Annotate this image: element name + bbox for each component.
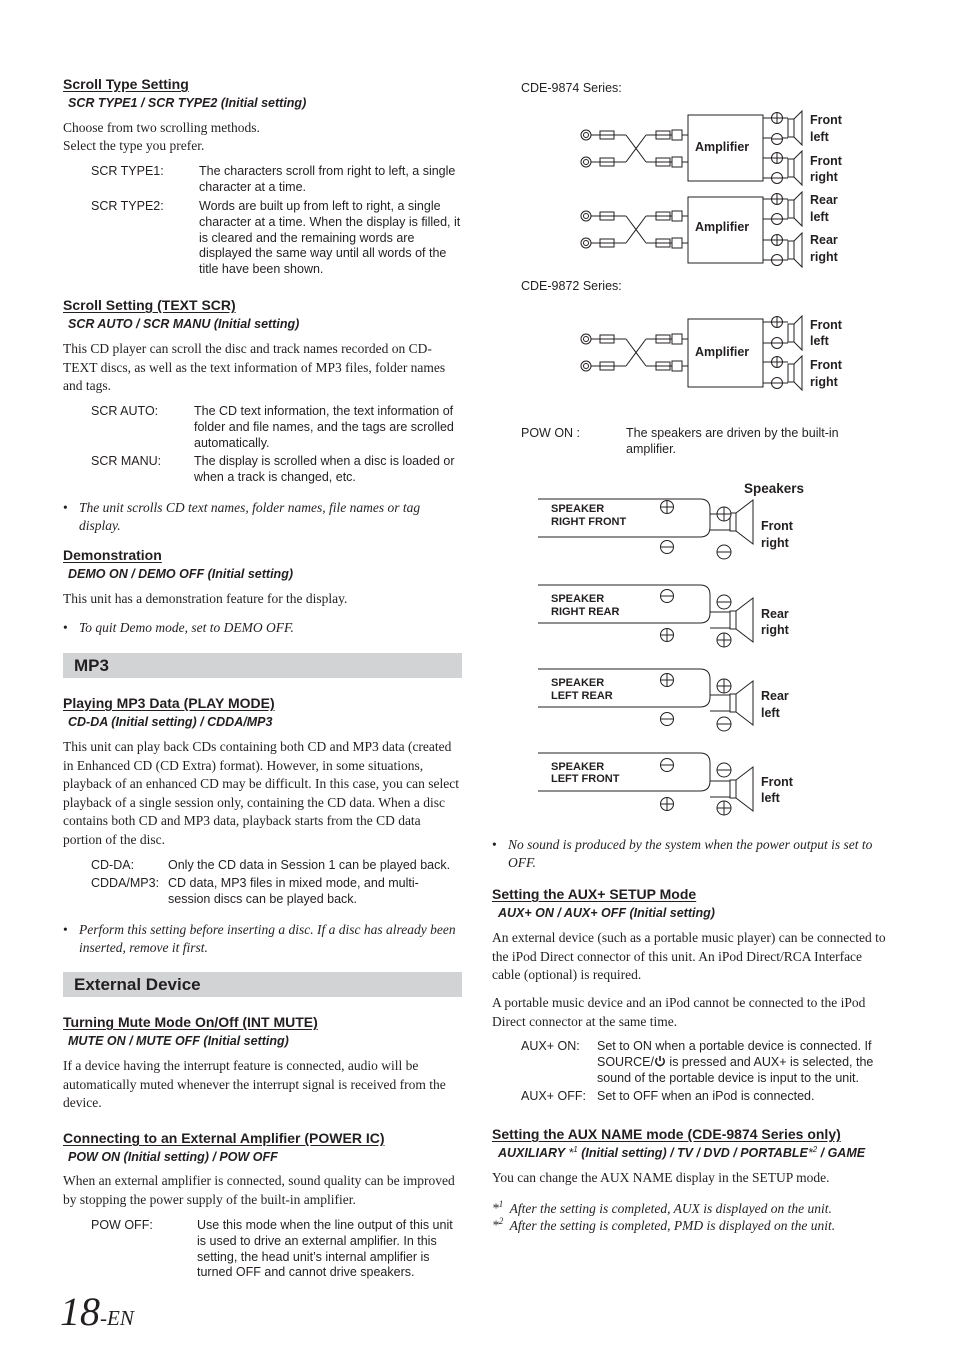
aux-off-label: AUX+ OFF:	[521, 1089, 586, 1103]
scroll-type-body1: Choose from two scrolling methods.	[63, 120, 260, 135]
cde-9872-label: CDE-9872 Series:	[521, 279, 622, 293]
aux-name-sub-sup1: 1	[573, 1145, 578, 1154]
aux-on-text-b: is pressed and AUX+ is selected, the sound of the portable device is input to the unit.	[597, 1054, 874, 1085]
polarity-markers	[772, 113, 783, 266]
rear-left-label-a: Rear	[810, 193, 838, 207]
rca-connectors-group-3	[581, 334, 688, 371]
power-icon	[654, 1055, 666, 1067]
cdda-mp3-label: CDDA/MP3:	[91, 876, 160, 890]
cde-9872-amplifier-diagram	[575, 313, 855, 393]
speaker-rr-line1: SPEAKER	[551, 593, 605, 605]
amplifier-label-2: Amplifier	[695, 220, 750, 234]
front-left-label-a2: Front	[810, 318, 842, 332]
scroll-type-body2: Select the type you prefer.	[63, 138, 205, 153]
rear-left-label-b: left	[810, 210, 829, 224]
footnote-2	[492, 1213, 835, 1234]
footnote-2-mark: *	[492, 1217, 499, 1233]
rca-connectors-group-2	[581, 211, 688, 248]
pow-off-text: Use this mode when the line output of this unit is used to drive an external amplifier. In this setting, the head unit’s internal amplifier is turned OFF and cannot drive speakers.	[197, 1218, 453, 1280]
demo-note-text: To quit Demo mode, set to DEMO OFF.	[79, 620, 294, 635]
front-right-word-a: Front	[761, 519, 793, 533]
scroll-setting-heading: Scroll Setting (TEXT SCR)	[63, 297, 236, 313]
footnote-1-text: After the setting is completed, AUX is displayed on the unit.	[509, 1200, 832, 1216]
external-device-band: External Device	[63, 972, 462, 997]
rca-connectors-group-1	[581, 130, 688, 167]
speaker-lr-line1: SPEAKER	[551, 677, 605, 689]
scr-type1-text: The characters scroll from right to left, a single character at a time.	[199, 164, 456, 194]
front-left-word-a: Front	[761, 775, 793, 789]
aux-setup-body2: A portable music device and an iPod cannot be connected to the iPod Direct connector at the same time.	[492, 995, 866, 1029]
scroll-note: • The unit scrolls CD text names, folder names, file names or tag display.	[63, 500, 421, 533]
scroll-type-sub: SCR TYPE1 / SCR TYPE2 (Initial setting)	[68, 96, 307, 110]
page-number-suffix: -EN	[100, 1306, 134, 1330]
aux-name-sub-mark2: *	[807, 1146, 813, 1161]
cde-9874-amplifier-diagram	[575, 108, 855, 270]
speaker-icon	[788, 111, 802, 267]
speaker-lr-line2: LEFT REAR	[551, 690, 613, 702]
int-mute-heading: Turning Mute Mode On/Off (INT MUTE)	[63, 1014, 318, 1030]
cdda-mp3-text: CD data, MP3 files in mixed mode, and multi-session discs can be played back.	[168, 876, 419, 906]
aux-name-heading: Setting the AUX NAME mode (CDE-9874 Series only)	[492, 1126, 841, 1142]
scr-auto-text: The CD text information, the text information of folder and file names, and the tags are scrolled automatically.	[194, 404, 454, 450]
aux-name-body: You can change the AUX NAME display in the SETUP mode.	[492, 1170, 830, 1185]
scr-manu-text: The display is scrolled when a disc is loaded or when a track is changed, etc.	[194, 454, 455, 484]
power-ic-body: When an external amplifier is connected, sound quality can be improved by stopping the power supply of the built-in amplifier.	[63, 1173, 455, 1207]
pow-on-text: The speakers are driven by the built-in amplifier.	[626, 426, 839, 456]
front-left-label-a: Front	[810, 113, 842, 127]
page-number	[60, 1288, 134, 1335]
power-ic-heading: Connecting to an External Amplifier (POWER IC)	[63, 1130, 385, 1146]
speaker-rf-line2: RIGHT FRONT	[551, 516, 627, 528]
aux-setup-sub: AUX+ ON / AUX+ OFF (Initial setting)	[498, 906, 715, 920]
rear-left-word-a: Rear	[761, 689, 789, 703]
cd-da-label: CD-DA:	[91, 858, 135, 872]
aux-setup-body1: An external device (such as a portable music player) can be connected to the iPod Direct connector of this unit. An iPod Direct/RCA Interface cable (optional) is required.	[492, 930, 886, 982]
rear-right-word-b: right	[761, 623, 789, 637]
scroll-setting-body: This CD player can scroll the disc and track names recorded on CD-TEXT discs, as well as the text information of MP3 files, folder names and tags.	[63, 341, 446, 393]
front-right-label-a2: Front	[810, 358, 842, 372]
scroll-type-heading: Scroll Type Setting	[63, 76, 189, 92]
speakers-heading: Speakers	[744, 481, 805, 496]
demonstration-heading: Demonstration	[63, 547, 162, 563]
play-mode-heading: Playing MP3 Data (PLAY MODE)	[63, 695, 275, 711]
footnote-2-sup: 2	[498, 1216, 504, 1226]
play-mode-note-text: Perform this setting before inserting a disc. If a disc has already been inserted, remove it first.	[79, 922, 456, 955]
pow-on-label: POW ON :	[521, 426, 581, 440]
front-right-word-b: right	[761, 536, 789, 550]
speaker-wiring-diagram	[535, 478, 835, 823]
speaker-icon	[788, 316, 802, 390]
page-number-digits: 18	[60, 1289, 100, 1334]
scr-type2-label: SCR TYPE2:	[91, 199, 164, 213]
speaker-lf-line2: LEFT FRONT	[551, 773, 620, 785]
scr-type1-label: SCR TYPE1:	[91, 164, 164, 178]
scr-manu-label: SCR MANU:	[91, 454, 162, 468]
pow-off-label: POW OFF:	[91, 1218, 153, 1232]
footnote-2-text: After the setting is completed, PMD is displayed on the unit.	[509, 1217, 836, 1233]
front-left-word-b: left	[761, 791, 780, 805]
speaker-lf-line1: SPEAKER	[551, 761, 605, 773]
play-mode-sub: CD-DA (Initial setting) / CDDA/MP3	[68, 715, 273, 729]
aux-on-label: AUX+ ON:	[521, 1039, 580, 1053]
aux-on-text	[597, 1039, 891, 1086]
demonstration-body: This unit has a demonstration feature for the display.	[63, 591, 348, 606]
amplifier-label-3: Amplifier	[695, 345, 750, 359]
power-ic-sub: POW ON (Initial setting) / POW OFF	[68, 1150, 278, 1164]
aux-name-sub-sup2: 2	[812, 1145, 818, 1154]
aux-on-text-a: Set to ON when a portable device is connected. If	[597, 1039, 872, 1053]
aux-name-sub-c: / GAME	[817, 1146, 866, 1161]
demonstration-sub: DEMO ON / DEMO OFF (Initial setting)	[68, 567, 293, 581]
rear-left-word-b: left	[761, 706, 780, 720]
demo-note: • To quit Demo mode, set to DEMO OFF.	[63, 620, 294, 635]
front-right-label-b: right	[810, 170, 838, 184]
mp3-section-band: MP3	[63, 653, 462, 678]
aux-name-sub-mark1: *	[568, 1146, 574, 1161]
aux-name-sub-a: AUXILIARY	[498, 1146, 569, 1161]
scroll-setting-sub: SCR AUTO / SCR MANU (Initial setting)	[68, 317, 300, 331]
footnote-1-mark: *	[492, 1200, 499, 1216]
int-mute-body: If a device having the interrupt feature is connected, audio will be automatically muted whenever the interrupt signal is received from the device.	[63, 1058, 446, 1110]
front-right-label-b2: right	[810, 375, 838, 389]
rear-right-word-a: Rear	[761, 607, 789, 621]
rear-right-label-a: Rear	[810, 233, 838, 247]
rear-right-label-b: right	[810, 250, 838, 264]
no-sound-note-text: No sound is produced by the system when the power output is set to OFF.	[508, 837, 873, 870]
aux-setup-heading: Setting the AUX+ SETUP Mode	[492, 886, 697, 902]
aux-on-source: SOURCE/	[597, 1054, 654, 1069]
speaker-rr-line2: RIGHT REAR	[551, 606, 620, 618]
scroll-note-text: The unit scrolls CD text names, folder names, file names or tag display.	[79, 500, 421, 533]
front-right-label-a: Front	[810, 154, 842, 168]
play-mode-body: This unit can play back CDs containing both CD and MP3 data (created in Enhanced CD (CD Extra) format). However, in some situations, playback of an enhanced CD may be difficult. In this case, you can select playback of a single session only, containing the CD data. When a disc contains both CD and MP3 data, playback starts from the CD data portion of the disc.	[63, 739, 459, 847]
speaker-rf-line1: SPEAKER	[551, 503, 605, 515]
play-mode-note: • Perform this setting before inserting a disc. If a disc has already been inserted, remove it first.	[63, 922, 456, 955]
scr-type2-text: Words are built up from left to right, a single character at a time. When the display is filled, it is cleared and the remaining words are displayed the same way until all words of the title have been shown.	[199, 199, 461, 277]
front-left-label-b: left	[810, 130, 829, 144]
aux-name-sub-b: (Initial setting) / TV / DVD / PORTABLE	[577, 1146, 808, 1161]
cd-da-text: Only the CD data in Session 1 can be played back.	[168, 858, 451, 872]
front-left-label-b2: left	[810, 334, 829, 348]
footnote-1-sup: 1	[498, 1199, 504, 1209]
scr-auto-label: SCR AUTO:	[91, 404, 159, 418]
amplifier-label-1: Amplifier	[695, 140, 750, 154]
polarity-markers	[772, 317, 783, 389]
no-sound-note: • No sound is produced by the system when the power output is set to OFF.	[492, 837, 873, 870]
cde-9874-label: CDE-9874 Series:	[521, 81, 622, 95]
aux-name-sub	[498, 1145, 865, 1160]
aux-off-text: Set to OFF when an iPod is connected.	[597, 1089, 815, 1103]
int-mute-sub: MUTE ON / MUTE OFF (Initial setting)	[68, 1034, 289, 1048]
